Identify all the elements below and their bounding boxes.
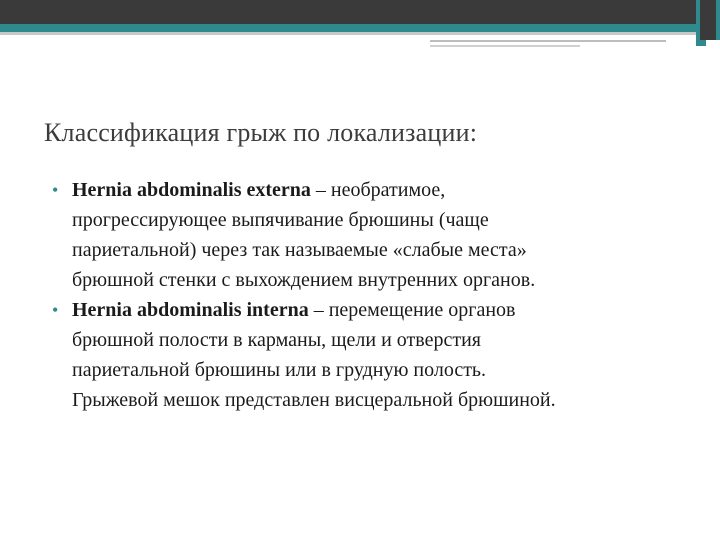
term-externa: Hernia abdominalis externa (72, 179, 311, 201)
corner-decoration-gap (706, 40, 720, 46)
bullet-list (52, 175, 692, 415)
bullet-text-line: париетальной) через так называемые «слабые места» (72, 239, 527, 261)
term-interna: Hernia abdominalis interna (72, 299, 309, 321)
bullet-first-line (72, 295, 692, 325)
bullet-icon: • (52, 300, 59, 320)
bullet-icon: • (52, 180, 59, 200)
header-grey-stripe (0, 32, 720, 35)
decorative-line (430, 45, 580, 47)
header-band (0, 0, 720, 24)
slide-title: Классификация грыж по локализации: (44, 118, 478, 147)
corner-decoration-inner (700, 0, 716, 40)
bullet-item-externa (52, 175, 692, 295)
bullet-text-line: прогрессирующее выпячивание брюшины (чаще (72, 209, 489, 231)
bullet-item-interna (52, 295, 692, 415)
bullet-text-line: париетальной брюшины или в грудную полость. (72, 359, 487, 381)
bullet-text-line: брюшной стенки с выхождением внутренних органов. (72, 269, 536, 291)
bullet-text-line: Грыжевой мешок представлен висцеральной брюшиной. (72, 389, 556, 411)
bullet-text: – необратимое, (310, 179, 446, 201)
bullet-text: – перемещение органов (308, 299, 516, 321)
header-accent-stripe (0, 24, 720, 32)
bullet-text-line: брюшной полости в карманы, щели и отверстия (72, 329, 481, 351)
bullet-first-line (72, 175, 692, 205)
decorative-line (430, 40, 666, 42)
